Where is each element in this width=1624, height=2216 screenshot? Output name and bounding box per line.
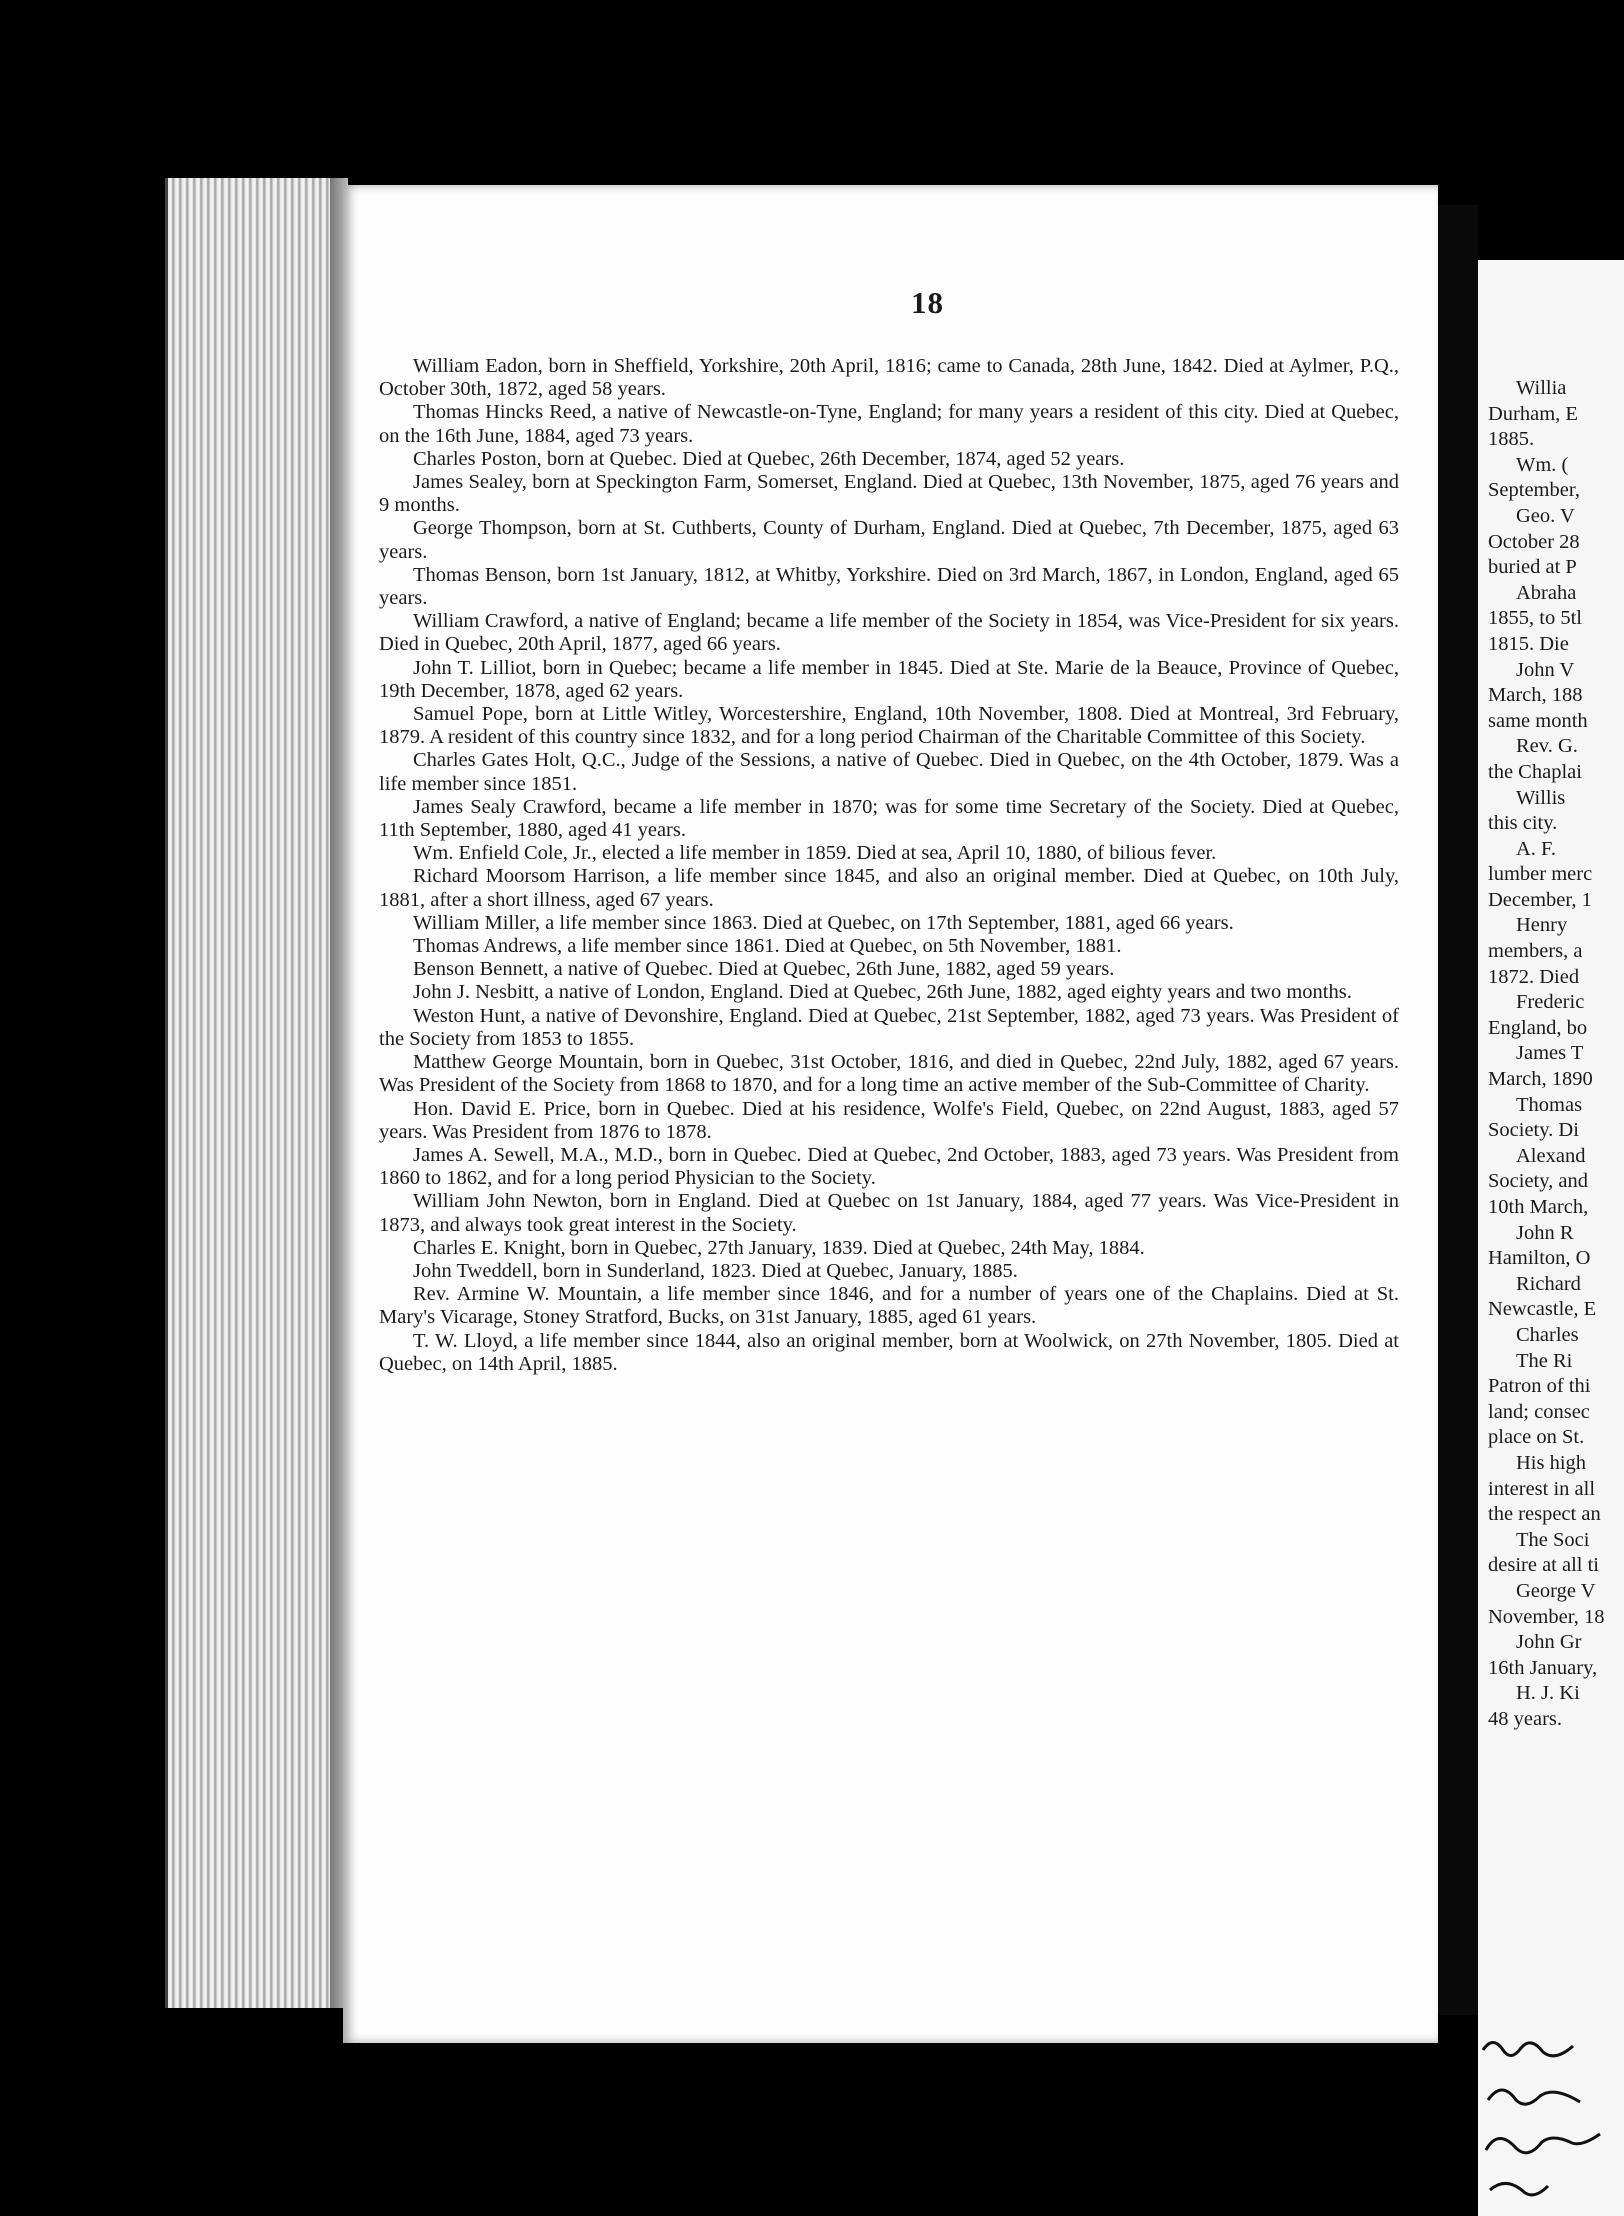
obituary-entry: Hon. David E. Price, born in Quebec. Died at his residence, Wolfe's Field, Quebec, on 22nd August, 1883, aged 57 years. Was President from 1876 to 1878. — [379, 1097, 1399, 1143]
right-page-line: Wm. ( — [1516, 453, 1569, 476]
right-page-line: 10th March, — [1488, 1196, 1589, 1218]
right-page-line: the respect an — [1488, 1503, 1601, 1526]
right-page-line: Society. Di — [1488, 1119, 1579, 1142]
obituary-entry: Weston Hunt, a native of Devonshire, England. Died at Quebec, 21st September, 1882, aged 73 years. Was President of the Society from 1853 to 1855. — [379, 1004, 1399, 1050]
obituary-entry: Richard Moorsom Harrison, a life member since 1845, and also an original member. Died at Quebec, on 10th July, 1881, after a short illness, aged 67 years. — [379, 865, 1399, 911]
right-page-line: Society, and — [1488, 1170, 1589, 1193]
obituary-entry: James A. Sewell, M.A., M.D., born in Quebec. Died at Quebec, 2nd October, 1883, aged 73 years. Was President from 1860 to 1862, and for a long period Physician to the Society. — [379, 1143, 1399, 1190]
obituary-entry: John T. Lilliot, born in Quebec; became a life member in 1845. Died at Ste. Marie de la Beauce, Province of Quebec, 19th December, 1878, aged 62 years. — [379, 656, 1399, 702]
right-page-line: The Soci — [1516, 1528, 1590, 1551]
right-page-line: Patron of thi — [1488, 1375, 1591, 1398]
right-page-line: 48 years. — [1488, 1707, 1563, 1730]
right-page-line: land; consec — [1488, 1400, 1590, 1423]
obituary-entry: Charles Gates Holt, Q.C., Judge of the Sessions, a native of Quebec. Died in Quebec, on the 4th October, 1879. Was a life member since 1851. — [379, 749, 1399, 795]
right-page-line: John R — [1516, 1221, 1574, 1244]
obituary-entry: George Thompson, born at St. Cuthberts, County of Durham, England. Died at Quebec, 7th December, 1875, aged 63 years. — [379, 517, 1399, 563]
obituary-entry: James Sealy Crawford, became a life member in 1870; was for some time Secretary of the Society. Died at Quebec, 11th September, 1880, aged 41 years. — [379, 795, 1399, 842]
obituary-entry: James Sealey, born at Speckington Farm, Somerset, England. Died at Quebec, 13th November, 1875, aged 76 years and 9 months. — [379, 471, 1399, 517]
obituary-entry: Charles Poston, born at Quebec. Died at Quebec, 26th December, 1874, aged 52 years. — [413, 447, 1125, 470]
right-page-line: this city. — [1488, 812, 1558, 835]
right-page-line: James T — [1516, 1042, 1584, 1065]
right-page-line: John Gr — [1516, 1631, 1582, 1654]
right-page-text — [1488, 376, 1624, 1732]
right-page-line: lumber merc — [1488, 863, 1593, 886]
obituary-entry: Thomas Benson, born 1st January, 1812, at Whitby, Yorkshire. Died on 3rd March, 1867, in London, England, aged 65 years. — [379, 563, 1399, 610]
right-page-line: George V — [1516, 1579, 1596, 1602]
obituary-entry: Rev. Armine W. Mountain, a life member since 1846, and for a number of years one of the Chaplains. Died at St. Mary's Vicarage, Stoney Stratford, Bucks, on 31st January, 1885, aged 61 years. — [379, 1283, 1399, 1329]
page-edge-stack — [165, 178, 346, 2008]
right-page-line: October 28 — [1488, 530, 1580, 553]
right-page-line: 1885. — [1488, 428, 1535, 451]
right-page-line: Geo. V — [1516, 504, 1575, 527]
right-page-line: A. F. — [1516, 837, 1556, 860]
right-page-line: desire at all ti — [1488, 1554, 1599, 1577]
right-page-line: 1815. Die — [1488, 632, 1569, 655]
right-page-line: Hamilton, O — [1488, 1247, 1591, 1270]
obituary-entry: William Miller, a life member since 1863. Died at Quebec, on 17th September, 1881, aged 66 years. — [413, 911, 1234, 934]
obituary-entry: Thomas Andrews, a life member since 1861. Died at Quebec, on 5th November, 1881. — [413, 935, 1122, 958]
right-page-line: Frederic — [1516, 991, 1585, 1014]
obituary-list — [379, 355, 1399, 1376]
right-page-line: Willis — [1516, 786, 1566, 809]
obituary-entry: Matthew George Mountain, born in Quebec, 31st October, 1816, and died in Quebec, 22nd July, 1882, aged 67 years. Was President of the Society from 1868 to 1870, and for a long time an active member of the Sub-Committee of Charity. — [379, 1051, 1399, 1097]
page-number: 18 — [911, 285, 944, 320]
right-page-line: September, — [1488, 479, 1580, 502]
right-page-line: same month — [1488, 709, 1588, 732]
right-page-line: 1855, to 5tl — [1488, 607, 1582, 630]
right-page-line: March, 1890 — [1488, 1068, 1593, 1091]
right-page-line: members, a — [1488, 940, 1583, 963]
right-page-line: December, 1 — [1488, 888, 1592, 911]
right-page-line: Alexand — [1516, 1144, 1586, 1167]
right-page-line: Durham, E — [1488, 402, 1578, 425]
right-page-line: buried at P — [1488, 556, 1577, 579]
right-page-line: Willia — [1516, 377, 1567, 399]
obituary-entry: Benson Bennett, a native of Quebec. Died at Quebec, 26th June, 1882, aged 59 years. — [413, 958, 1115, 981]
right-page-line: the Chaplai — [1488, 760, 1582, 783]
right-page-line: 1872. Died — [1488, 965, 1580, 988]
obituary-entry: Thomas Hincks Reed, a native of Newcastle-on-Tyne, England; for many years a resident of this city. Died at Quebec, on the 16th June, 1884, aged 73 years. — [379, 401, 1399, 447]
right-page-line: Abraha — [1516, 581, 1577, 604]
right-page-line: 16th January, — [1488, 1656, 1598, 1679]
obituary-entry: Samuel Pope, born at Little Witley, Worcestershire, England, 10th November, 1808. Died at Montreal, 3rd February, 1879. A resident of this country since 1832, and for a long period Chairman of the Charitable Committee of this Society. — [379, 703, 1399, 749]
right-page-line: John V — [1516, 658, 1575, 681]
right-page-line: Richard — [1516, 1272, 1581, 1295]
right-page-line: His high — [1516, 1451, 1587, 1474]
obituary-entry: William Crawford, a native of England; became a life member of the Society in 1854, was Vice-President for six years. Died in Quebec, 20th April, 1877, aged 66 years. — [379, 610, 1399, 656]
right-page-line: place on St. — [1488, 1426, 1585, 1449]
right-page-line: Newcastle, E — [1488, 1298, 1597, 1321]
right-page-line: England, bo — [1488, 1016, 1588, 1039]
right-page-line: Charles — [1516, 1323, 1579, 1346]
left-page — [343, 185, 1438, 2043]
right-page-line: November, 18 — [1488, 1605, 1605, 1628]
right-page-line: interest in all — [1488, 1477, 1596, 1500]
right-page-line: The Ri — [1516, 1349, 1573, 1372]
obituary-entry: John Tweddell, born in Sunderland, 1823. Died at Quebec, January, 1885. — [413, 1259, 1018, 1282]
book-gutter — [1438, 205, 1478, 2015]
obituary-entry: John J. Nesbitt, a native of London, England. Died at Quebec, 26th June, 1882, aged eighty years and two months. — [413, 981, 1352, 1004]
handwritten-annotation — [1478, 2030, 1624, 2210]
right-page-line: Rev. G. — [1516, 735, 1578, 758]
right-page-line: H. J. Ki — [1516, 1682, 1580, 1705]
right-page-line: Henry — [1516, 914, 1568, 937]
obituary-entry: T. W. Lloyd, a life member since 1844, also an original member, born at Woolwick, on 27th November, 1805. Died at Quebec, on 14th April, 1885. — [379, 1329, 1399, 1375]
obituary-entry: William John Newton, born in England. Died at Quebec on 1st January, 1884, aged 77 years. Was Vice-President in 1873, and always took great interest in the Society. — [379, 1190, 1399, 1236]
obituary-entry: William Eadon, born in Sheffield, Yorkshire, 20th April, 1816; came to Canada, 28th June, 1842. Died at Aylmer, P.Q., October 30th, 1872, aged 58 years. — [379, 355, 1399, 401]
right-page-line: Thomas — [1516, 1093, 1583, 1116]
right-page-line: March, 188 — [1488, 684, 1583, 707]
obituary-entry: Wm. Enfield Cole, Jr., elected a life member in 1859. Died at sea, April 10, 1880, of bilious fever. — [413, 842, 1217, 865]
obituary-entry: Charles E. Knight, born in Quebec, 27th January, 1839. Died at Quebec, 24th May, 1884. — [413, 1236, 1145, 1259]
right-page-fragment — [1478, 260, 1624, 2216]
